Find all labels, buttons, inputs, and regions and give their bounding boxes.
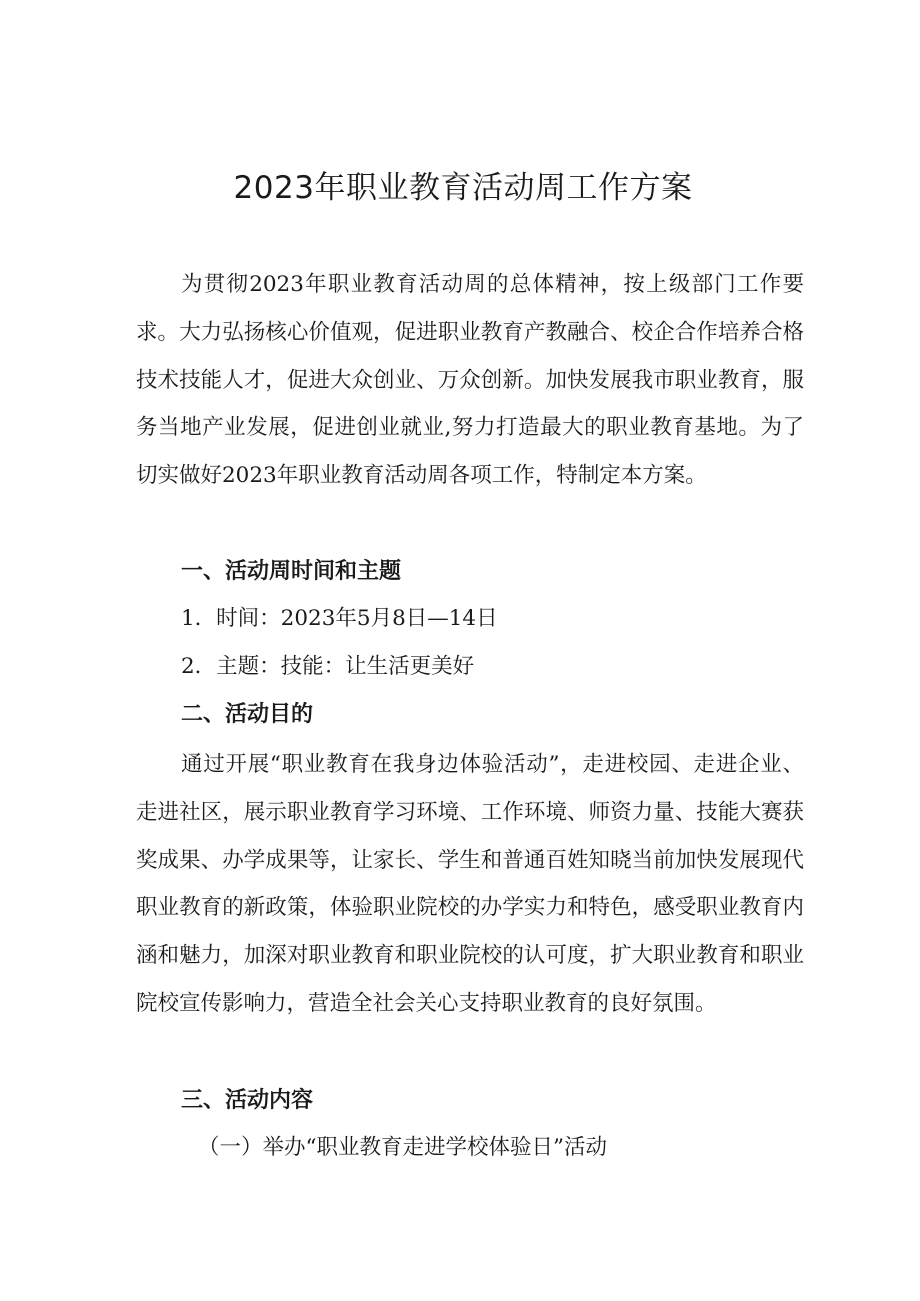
time-item: 1．时间：2023年5月8日—14日	[181, 606, 498, 631]
document-title: 2023年职业教育活动周工作方案	[233, 170, 693, 206]
purpose-paragraph: 通过开展“职业教育在我身边体验活动”，走进校园、走进企业、走进社区，展示职业教育学习环境、工作环境、师资力量、技能大赛获奖成果、办学成果等，让家长、学生和普通百姓知晓当前加快发展现代职业教育的新政策，体验职业院校的办学实力和特色，感受职业教育内涵和魅力，加深对职业教育和职业院校的认可度，扩大职业教育和职业院校宣传影响力，营造全社会关心支持职业教育的良好氛围。	[136, 752, 804, 1016]
section-heading-purpose: 二、活动目的	[181, 702, 314, 727]
section-heading-time-theme: 一、活动周时间和主题	[181, 559, 402, 584]
intro-paragraph: 为贯彻2023年职业教育活动周的总体精神，按上级部门工作要求。大力弘扬核心价值观，促进职业教育产教融合、校企合作培养合格技术技能人才，促进大众创业、万众创新。加快发展我市职业教育，服务当地产业发展，促进创业就业,努力打造最大的职业教育基地。为了切实做好2023年职业教育活动周各项工作，特制定本方案。	[136, 272, 804, 489]
theme-item: 2．主题：技能：让生活更美好	[181, 654, 475, 679]
content-subheading: （一）举办“职业教育走进学校体验日”活动	[198, 1135, 607, 1160]
section-heading-content: 三、活动内容	[181, 1088, 314, 1113]
